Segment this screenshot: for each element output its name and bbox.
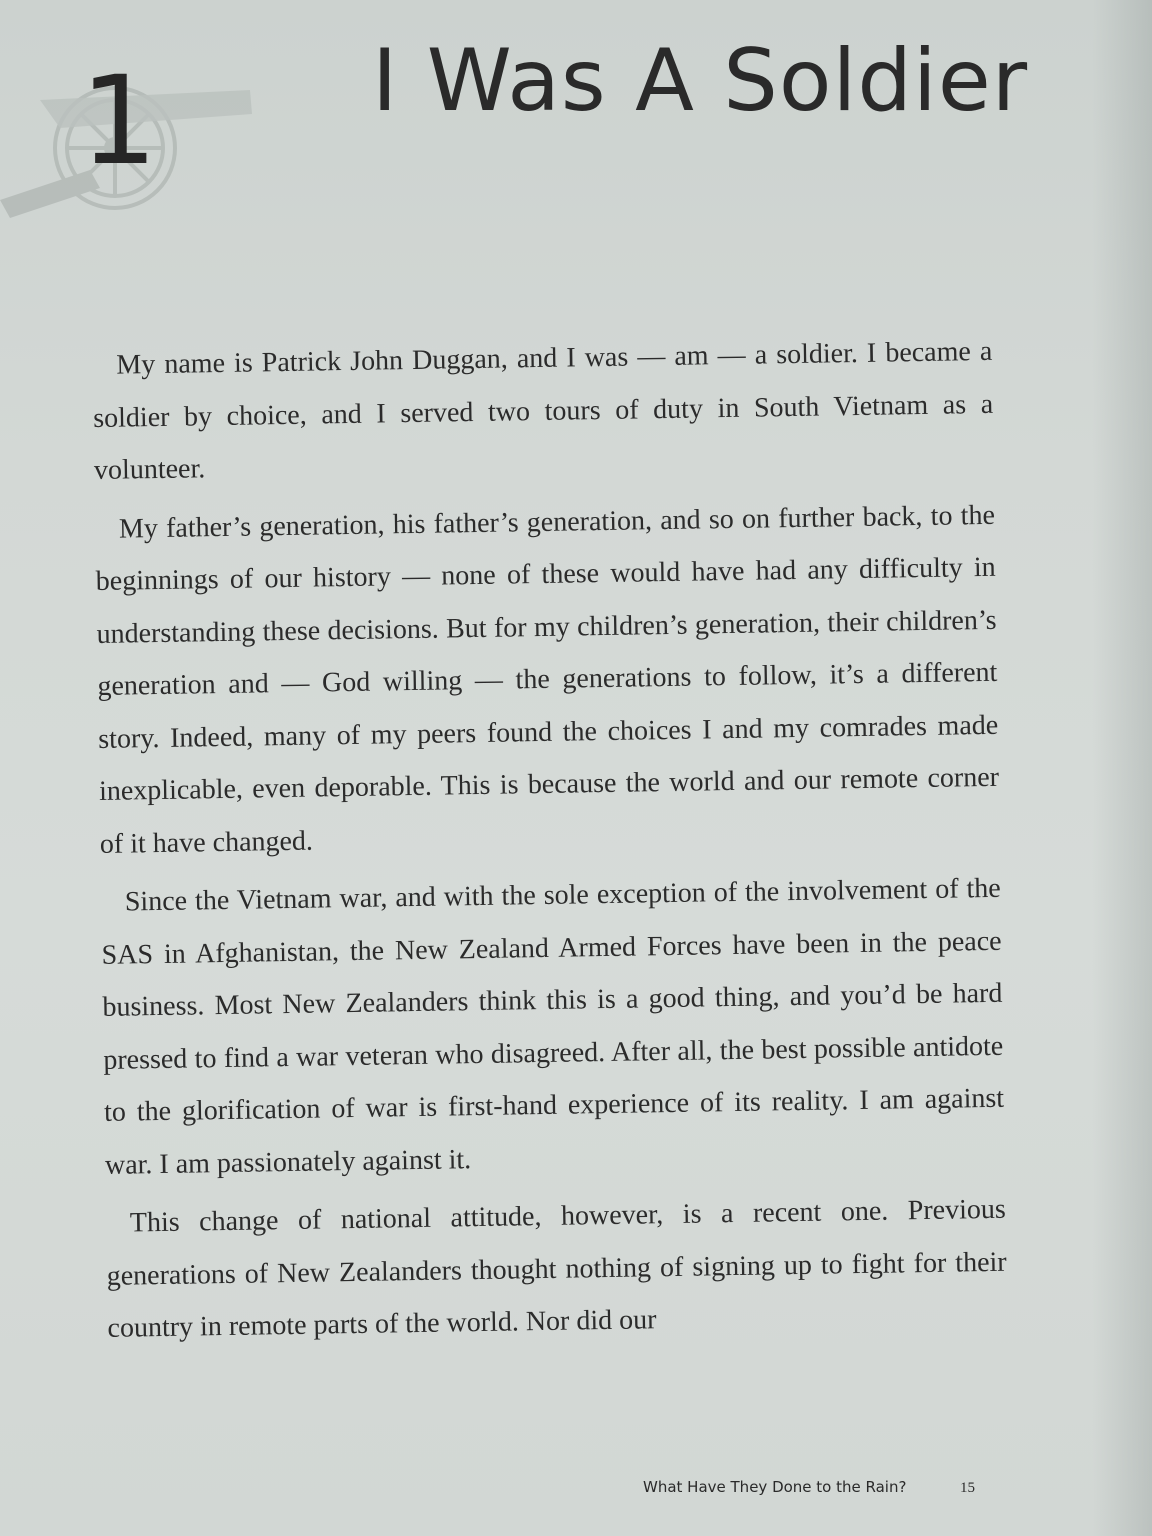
- chapter-title: I Was A Soldier: [372, 31, 1029, 131]
- running-footer-title: What Have They Done to the Rain?: [643, 1478, 907, 1496]
- paragraph-3: Since the Vietnam war, and with the sole exception of the involvement of the SAS in Afghanistan, the New Zealand Armed Forces have been in the peace business. Most New Zealanders think this is a good thing, and you’d be hard pressed to find a war veteran who disagreed. After all, the best possible antidote to the glorification of war is first-hand experience of its reality. I am against war. I am passionately against it.: [101, 872, 1005, 1181]
- body-text: [92, 326, 1008, 1362]
- page-number: 15: [960, 1480, 975, 1496]
- paragraph-4: This change of national attitude, however, is a recent one. Previous generations of New Zealanders thought nothing of signing up to fight for their country in remote parts of the world. Nor did our: [106, 1193, 1007, 1344]
- paragraph-2: My father’s generation, his father’s generation, and so on further back, to the beginnings of our history — none of these would have had any difficulty in understanding these decisions. But for my children’s generation, their children’s generation and — God willing — the generations to follow, it’s a different story. Indeed, many of my peers found the choices I and my comrades made inexplicable, even deporable. This is because the world and our remote corner of it have changed.: [95, 499, 1000, 860]
- paragraph-1: My name is Patrick John Duggan, and I was — am — a soldier. I became a soldier by choice, and I served two tours of duty in South Vietnam as a volunteer.: [92, 335, 994, 486]
- chapter-number: 1: [80, 50, 158, 192]
- page-shadow: [1092, 0, 1152, 1536]
